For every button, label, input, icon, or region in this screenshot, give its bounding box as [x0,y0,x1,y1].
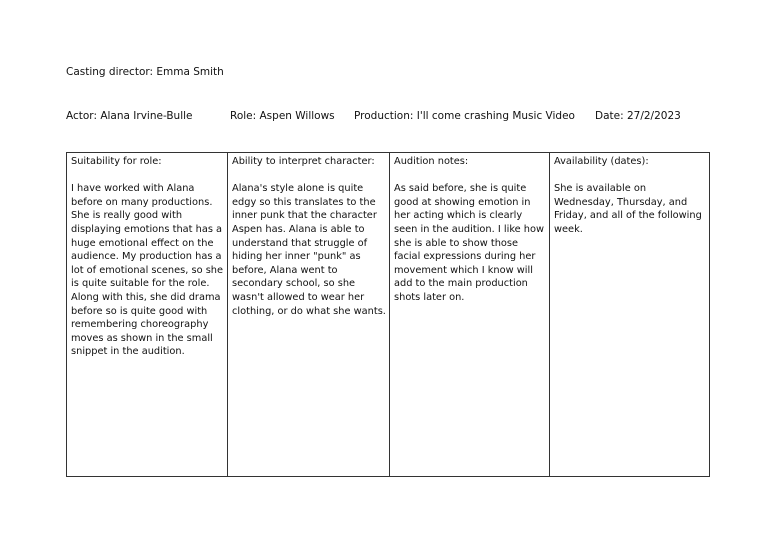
actor-field: Actor: Alana Irvine-Bulle [66,110,193,122]
character-interpretation-heading: Ability to interpret character: [232,156,375,167]
audition-notes-heading: Audition notes: [394,156,469,167]
audition-notes-cell [390,153,550,476]
character-interpretation-cell [228,153,390,476]
date-field: Date: 27/2/2023 [595,110,681,122]
role-field: Role: Aspen Willows [230,110,335,122]
audition-notes-text: As said before, she is quite good at showing emotion in her acting which is clearly seen in the audition. I like how she is able to show those facial expressions during her movement which I know will add to the main production shots later on. [394,183,544,303]
availability-cell [550,153,709,476]
production-field: Production: I'll come crashing Music Video [354,110,575,122]
availability-heading: Availability (dates): [554,156,649,167]
suitability-text: I have worked with Alana before on many productions. She is really good with displaying emotions that has a huge emotional effect on the audience. My production has a lot of emotional scenes, so she is quite suitable for the role. Along with this, she did drama before so is quite good with remembering choreography moves as shown in the small snippet in the audition. [71,183,224,358]
suitability-cell [67,153,228,476]
casting-notes-table [66,152,710,477]
suitability-heading: Suitability for role: [71,156,162,167]
availability-text: She is available on Wednesday, Thursday, and Friday, and all of the following week. [554,183,702,235]
character-interpretation-text: Alana's style alone is quite edgy so this translates to the inner punk that the character Aspen has. Alana is able to understand that struggle of hiding her inner "punk" as before, Alana went to secondary school, so she wasn't allowed to wear her clothing, or do what she wants. [232,183,386,317]
audition-meta-row [0,110,768,124]
casting-director-line: Casting director: Emma Smith [66,66,224,78]
